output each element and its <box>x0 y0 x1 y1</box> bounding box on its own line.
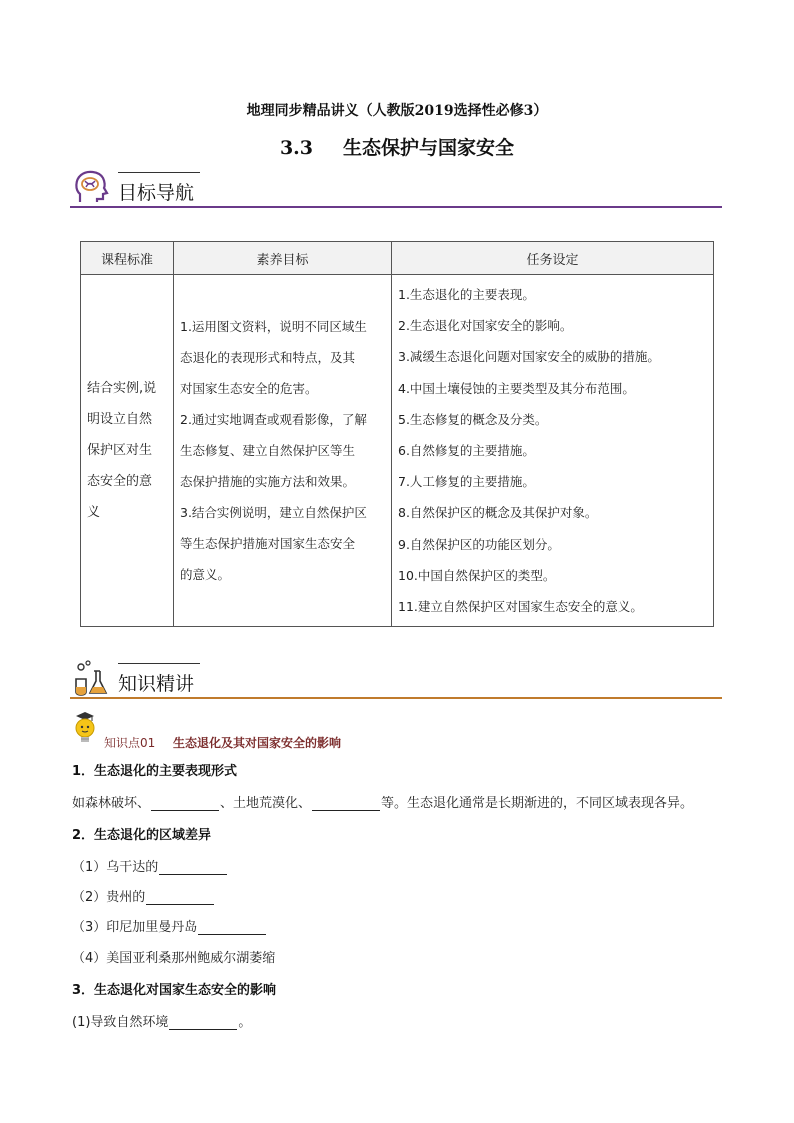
task-item: 4.中国土壤侵蚀的主要类型及其分布范围。 <box>398 380 635 396</box>
task-item: 9.自然保护区的功能区划分。 <box>398 536 560 552</box>
list-item-text: （2）贵州的 <box>72 890 146 905</box>
paragraph-text: 。 <box>238 1015 252 1030</box>
knowledge-point-title: 生态退化及其对国家安全的影响 <box>173 736 342 750</box>
cell-line: 义 <box>87 505 101 521</box>
paragraph-text: 等。生态退化通常是长期渐进的，不同区域表现各异。 <box>381 796 694 811</box>
task-item: 10.中国自然保护区的类型。 <box>398 567 556 583</box>
heading-overline <box>118 663 200 664</box>
cell-line: 保护区对生 <box>87 443 153 459</box>
task-item: 6.自然修复的主要措施。 <box>398 443 535 459</box>
paragraph-text: (1)导致自然环境 <box>72 1015 169 1030</box>
task-item: 8.自然保护区的概念及其保护对象。 <box>398 505 598 521</box>
content-heading-3: 3．生态退化对国家生态安全的影响 <box>72 983 277 998</box>
fill-in-blank[interactable] <box>159 860 227 875</box>
paragraph-text: 、土地荒漠化、 <box>220 796 312 811</box>
content-heading-2: 2．生态退化的区域差异 <box>72 828 212 843</box>
lightbulb-graduate-icon <box>70 710 100 746</box>
fill-in-blank[interactable] <box>151 796 219 811</box>
content-heading-1: 1．生态退化的主要表现形式 <box>72 764 238 779</box>
document-header-title: 地理同步精品讲义（人教版2019选择性必修3） <box>246 103 548 119</box>
task-item: 11.建立自然保护区对国家生态安全的意义。 <box>398 599 643 615</box>
fill-in-blank[interactable] <box>198 920 266 935</box>
cell-line: 态安全的意 <box>87 474 153 490</box>
task-item: 7.人工修复的主要措施。 <box>398 474 535 490</box>
fill-in-blank[interactable] <box>312 796 380 811</box>
goals-table <box>80 241 714 627</box>
course-standard-cell <box>81 275 174 627</box>
section-label: 知识精讲 <box>118 673 195 695</box>
fill-in-blank[interactable] <box>146 890 214 905</box>
content-paragraph-1 <box>72 792 693 811</box>
lesson-name: 生态保护与国家安全 <box>343 137 515 159</box>
table-row <box>81 275 714 627</box>
cell-line: 2.通过实地调查或观看影像，了解 <box>180 412 367 428</box>
column-header: 课程标准 <box>81 242 174 275</box>
cell-line: 态退化的表现形式和特点，及其 <box>180 350 356 366</box>
literacy-goal-cell <box>174 275 392 627</box>
lesson-title <box>0 133 794 160</box>
column-header: 任务设定 <box>392 242 714 275</box>
list-item <box>72 916 267 935</box>
heading-underline <box>70 697 722 699</box>
table-header-row <box>81 242 714 275</box>
knowledge-point-label: 知识点01 <box>104 736 156 750</box>
task-item: 3.减缓生态退化问题对国家安全的威胁的措施。 <box>398 349 660 365</box>
content-paragraph-3 <box>72 1011 251 1030</box>
list-item <box>72 886 215 905</box>
cell-line: 明设立自然 <box>87 412 153 428</box>
cell-line: 态保护措施的实施方法和效果。 <box>180 474 356 490</box>
lesson-number: 3.3 <box>279 137 314 159</box>
fill-in-blank[interactable] <box>169 1015 237 1030</box>
cell-line: 1.运用图文资料，说明不同区域生 <box>180 319 367 335</box>
list-item-text: （1）乌干达的 <box>72 860 159 875</box>
heading-underline <box>70 206 722 208</box>
section-label: 目标导航 <box>118 182 195 204</box>
brain-head-icon <box>72 168 110 206</box>
cell-line: 对国家生态安全的危害。 <box>180 381 318 397</box>
heading-overline <box>118 172 200 173</box>
cell-line: 3.结合实例说明，建立自然保护区 <box>180 505 367 521</box>
cell-line: 的意义。 <box>180 567 231 583</box>
lab-flask-icon <box>72 659 110 697</box>
task-item: 2.生态退化对国家安全的影响。 <box>398 318 573 334</box>
section-heading-knowledge <box>70 659 722 699</box>
cell-line: 结合实例,说 <box>87 381 157 397</box>
list-item-text: （3）印尼加里曼丹岛 <box>72 920 198 935</box>
cell-line: 生态修复、建立自然保护区等生 <box>180 443 356 459</box>
task-item: 5.生态修复的概念及分类。 <box>398 411 548 427</box>
section-heading-goals <box>70 168 722 208</box>
column-header: 素养目标 <box>174 242 392 275</box>
task-setting-cell <box>392 275 714 627</box>
paragraph-text: 如森林破坏、 <box>72 796 151 811</box>
list-item-text: （4）美国亚利桑那州鲍威尔湖萎缩 <box>72 951 276 966</box>
list-item <box>72 856 228 875</box>
task-item: 1.生态退化的主要表现。 <box>398 287 535 302</box>
list-item <box>72 947 275 966</box>
cell-line: 等生态保护措施对国家生态安全 <box>180 536 356 552</box>
